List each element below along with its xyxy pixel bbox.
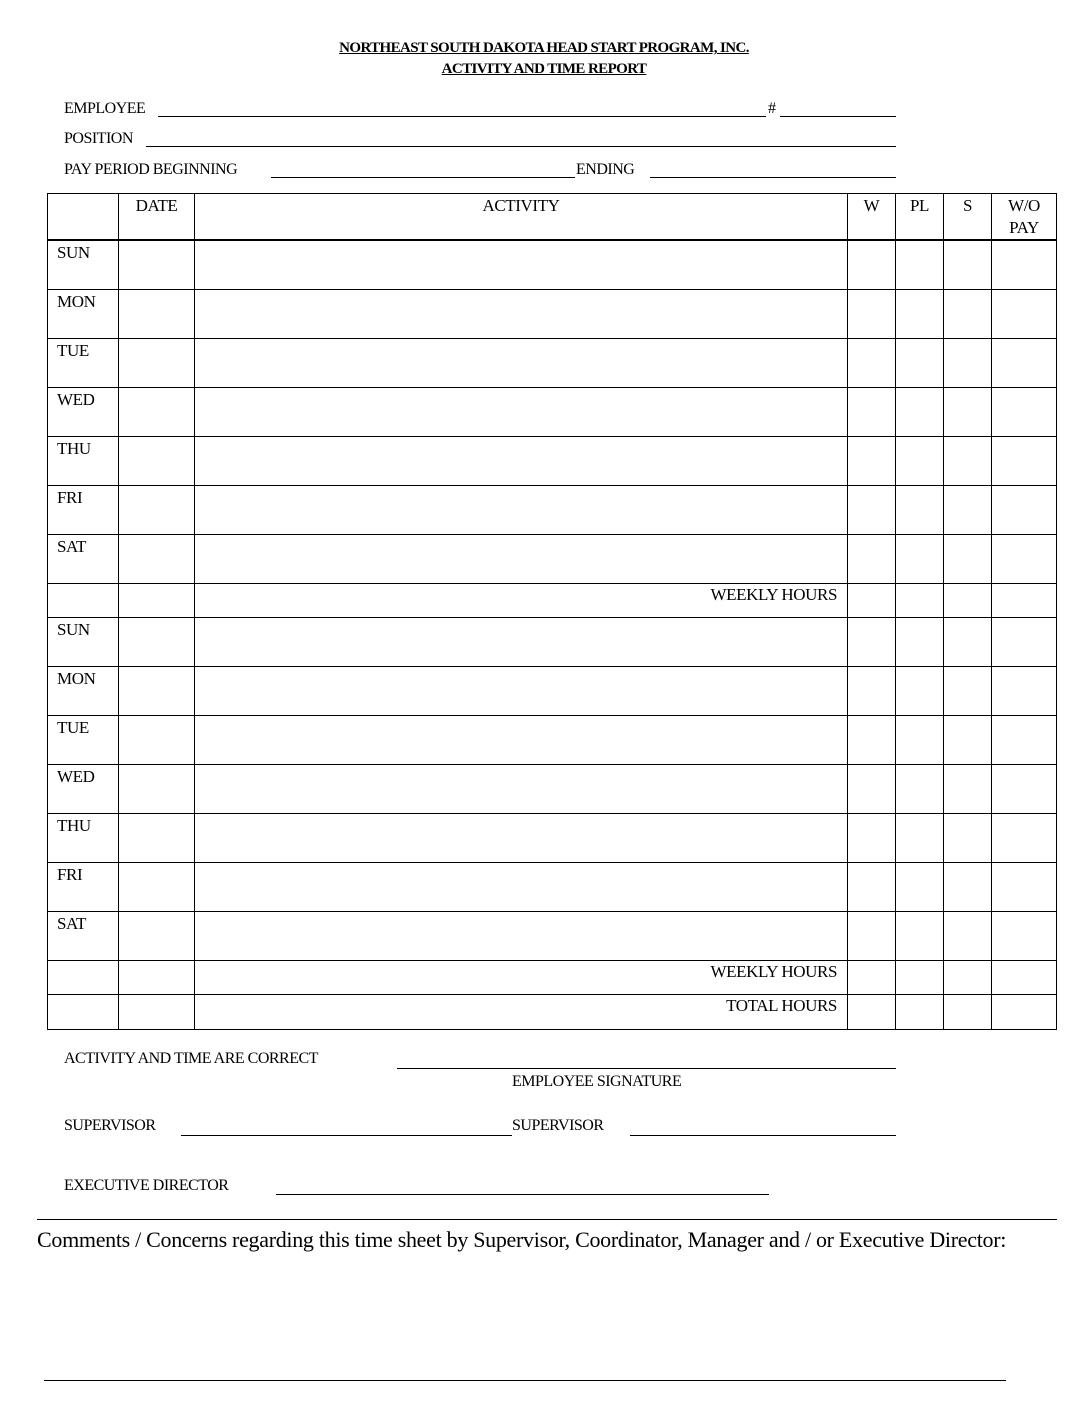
- wo-pay-cell[interactable]: [992, 534, 1057, 583]
- activity-cell: WEEKLY HOURS: [195, 583, 848, 617]
- date-cell[interactable]: [119, 715, 195, 764]
- day-cell: THU: [48, 436, 119, 485]
- day-cell: TUE: [48, 338, 119, 387]
- wo-pay-cell[interactable]: [992, 813, 1057, 862]
- activity-cell[interactable]: [195, 617, 848, 666]
- day-cell: MON: [48, 666, 119, 715]
- pl-cell[interactable]: [896, 666, 944, 715]
- executive-director-field[interactable]: [276, 1194, 769, 1195]
- activity-cell: WEEKLY HOURS: [195, 960, 848, 994]
- wo-pay-cell[interactable]: [992, 338, 1057, 387]
- day-row: [48, 338, 1057, 387]
- day-row: [48, 764, 1057, 813]
- s-cell[interactable]: [944, 387, 992, 436]
- wo-pay-cell[interactable]: [992, 583, 1057, 617]
- s-cell: S: [944, 194, 992, 241]
- wo-pay-cell[interactable]: [992, 436, 1057, 485]
- day-cell: WED: [48, 764, 119, 813]
- wo-pay-cell[interactable]: [992, 911, 1057, 960]
- total-hours-row: [48, 994, 1057, 1029]
- day-row: [48, 436, 1057, 485]
- supervisor-label-1: SUPERVISOR: [64, 1117, 156, 1134]
- pl-cell[interactable]: [896, 764, 944, 813]
- s-cell[interactable]: [944, 240, 992, 289]
- w-cell[interactable]: [848, 994, 896, 1029]
- wo-pay-cell[interactable]: [992, 994, 1057, 1029]
- wo-pay-cell: W/O PAY: [992, 194, 1057, 241]
- pay-period-beginning-label: PAY PERIOD BEGINNING: [64, 161, 238, 178]
- employee-label: EMPLOYEE: [64, 100, 146, 117]
- employee-signature-field[interactable]: [397, 1068, 896, 1069]
- wo-pay-cell[interactable]: [992, 764, 1057, 813]
- activity-cell: TOTAL HOURS: [195, 994, 848, 1029]
- s-cell[interactable]: [944, 862, 992, 911]
- day-cell: SAT: [48, 911, 119, 960]
- w-cell[interactable]: [848, 617, 896, 666]
- w-cell[interactable]: [848, 764, 896, 813]
- s-cell[interactable]: [944, 617, 992, 666]
- date-cell[interactable]: [119, 764, 195, 813]
- activity-cell[interactable]: [195, 338, 848, 387]
- day-row: [48, 617, 1057, 666]
- pl-cell[interactable]: [896, 289, 944, 338]
- w-cell[interactable]: [848, 715, 896, 764]
- day-row: [48, 813, 1057, 862]
- s-cell[interactable]: [944, 813, 992, 862]
- wo-pay-cell[interactable]: [992, 617, 1057, 666]
- date-cell[interactable]: [119, 862, 195, 911]
- activity-cell[interactable]: [195, 387, 848, 436]
- employee-field[interactable]: [158, 116, 766, 117]
- employee-signature-label: EMPLOYEE SIGNATURE: [512, 1073, 682, 1090]
- pl-cell[interactable]: [896, 583, 944, 617]
- supervisor-field-1[interactable]: [181, 1135, 512, 1136]
- pl-cell[interactable]: [896, 813, 944, 862]
- ending-field[interactable]: [650, 177, 896, 178]
- date-cell[interactable]: [119, 666, 195, 715]
- wo-pay-cell[interactable]: [992, 240, 1057, 289]
- pl-cell[interactable]: [896, 994, 944, 1029]
- w-cell[interactable]: [848, 338, 896, 387]
- wo-pay-cell[interactable]: [992, 666, 1057, 715]
- day-cell: SAT: [48, 534, 119, 583]
- pl-cell[interactable]: [896, 960, 944, 994]
- divider: [37, 1219, 1057, 1220]
- w-cell[interactable]: [848, 387, 896, 436]
- activity-cell[interactable]: [195, 485, 848, 534]
- date-cell[interactable]: [119, 911, 195, 960]
- w-cell[interactable]: [848, 583, 896, 617]
- activity-cell[interactable]: [195, 289, 848, 338]
- s-cell[interactable]: [944, 485, 992, 534]
- w-cell[interactable]: [848, 485, 896, 534]
- date-cell[interactable]: [119, 387, 195, 436]
- date-cell[interactable]: [119, 960, 195, 994]
- pl-cell[interactable]: [896, 911, 944, 960]
- employee-number-field[interactable]: [780, 116, 896, 117]
- time-table: [47, 193, 1057, 1030]
- w-cell[interactable]: [848, 436, 896, 485]
- date-cell[interactable]: [119, 813, 195, 862]
- activity-correct-label: ACTIVITY AND TIME ARE CORRECT: [64, 1050, 318, 1067]
- day-row: [48, 289, 1057, 338]
- pl-cell[interactable]: [896, 862, 944, 911]
- pl-cell[interactable]: [896, 485, 944, 534]
- activity-cell[interactable]: [195, 911, 848, 960]
- w-cell[interactable]: [848, 289, 896, 338]
- employee-number-label: #: [768, 100, 776, 117]
- activity-cell[interactable]: [195, 764, 848, 813]
- activity-cell[interactable]: [195, 534, 848, 583]
- ending-label: ENDING: [576, 161, 635, 178]
- day-row: [48, 240, 1057, 289]
- activity-cell[interactable]: [195, 666, 848, 715]
- day-cell: SUN: [48, 240, 119, 289]
- activity-cell[interactable]: [195, 715, 848, 764]
- day-row: [48, 485, 1057, 534]
- pl-cell[interactable]: [896, 617, 944, 666]
- pl-cell[interactable]: [896, 240, 944, 289]
- day-cell[interactable]: [48, 194, 119, 241]
- pl-cell[interactable]: [896, 436, 944, 485]
- w-cell[interactable]: [848, 666, 896, 715]
- header-row: [48, 194, 1057, 241]
- w-cell: W: [848, 194, 896, 241]
- weekly-hours-row: [48, 960, 1057, 994]
- day-row: [48, 911, 1057, 960]
- s-cell[interactable]: [944, 583, 992, 617]
- day-cell: WED: [48, 387, 119, 436]
- s-cell[interactable]: [944, 994, 992, 1029]
- position-label: POSITION: [64, 130, 133, 147]
- s-cell[interactable]: [944, 338, 992, 387]
- wo-pay-cell[interactable]: [992, 289, 1057, 338]
- day-cell: MON: [48, 289, 119, 338]
- pl-cell: PL: [896, 194, 944, 241]
- weekly-hours-row: [48, 583, 1057, 617]
- w-cell[interactable]: [848, 960, 896, 994]
- report-title: ACTIVITY AND TIME REPORT: [441, 61, 647, 77]
- date-cell[interactable]: [119, 436, 195, 485]
- day-cell: THU: [48, 813, 119, 862]
- wo-pay-cell[interactable]: [992, 862, 1057, 911]
- day-row: [48, 534, 1057, 583]
- pl-cell[interactable]: [896, 338, 944, 387]
- day-row: [48, 387, 1057, 436]
- day-cell[interactable]: [48, 583, 119, 617]
- date-cell: DATE: [119, 194, 195, 241]
- date-cell[interactable]: [119, 485, 195, 534]
- activity-cell[interactable]: [195, 240, 848, 289]
- wo-pay-cell[interactable]: [992, 485, 1057, 534]
- day-cell: FRI: [48, 485, 119, 534]
- wo-pay-cell[interactable]: [992, 387, 1057, 436]
- date-cell[interactable]: [119, 289, 195, 338]
- w-cell[interactable]: [848, 240, 896, 289]
- s-cell[interactable]: [944, 289, 992, 338]
- day-cell: SUN: [48, 617, 119, 666]
- supervisor-label-2: SUPERVISOR: [512, 1117, 604, 1134]
- activity-cell: ACTIVITY: [195, 194, 848, 241]
- activity-cell[interactable]: [195, 813, 848, 862]
- wo-pay-cell[interactable]: [992, 715, 1057, 764]
- date-cell[interactable]: [119, 338, 195, 387]
- day-cell: TUE: [48, 715, 119, 764]
- pl-cell[interactable]: [896, 387, 944, 436]
- activity-cell[interactable]: [195, 862, 848, 911]
- s-cell[interactable]: [944, 715, 992, 764]
- activity-cell[interactable]: [195, 436, 848, 485]
- comments-field[interactable]: [44, 1380, 1006, 1381]
- s-cell[interactable]: [944, 960, 992, 994]
- day-row: [48, 862, 1057, 911]
- w-cell[interactable]: [848, 911, 896, 960]
- date-cell[interactable]: [119, 994, 195, 1029]
- day-cell[interactable]: [48, 994, 119, 1029]
- supervisor-field-2[interactable]: [630, 1135, 896, 1136]
- s-cell[interactable]: [944, 911, 992, 960]
- s-cell[interactable]: [944, 666, 992, 715]
- wo-pay-cell[interactable]: [992, 960, 1057, 994]
- w-cell[interactable]: [848, 534, 896, 583]
- day-row: [48, 666, 1057, 715]
- w-cell[interactable]: [848, 862, 896, 911]
- comments-label: Comments / Concerns regarding this time sheet by Supervisor, Coordinator, Manager and / or Executive Director:: [37, 1227, 1007, 1252]
- w-cell[interactable]: [848, 813, 896, 862]
- position-field[interactable]: [146, 146, 896, 147]
- date-cell[interactable]: [119, 534, 195, 583]
- date-cell[interactable]: [119, 240, 195, 289]
- pay-period-beginning-field[interactable]: [271, 177, 575, 178]
- date-cell[interactable]: [119, 583, 195, 617]
- pl-cell[interactable]: [896, 715, 944, 764]
- day-cell: FRI: [48, 862, 119, 911]
- day-row: [48, 715, 1057, 764]
- date-cell[interactable]: [119, 617, 195, 666]
- org-title: NORTHEAST SOUTH DAKOTA HEAD START PROGRAM, INC.: [339, 40, 749, 56]
- day-cell[interactable]: [48, 960, 119, 994]
- executive-director-label: EXECUTIVE DIRECTOR: [64, 1177, 229, 1194]
- s-cell[interactable]: [944, 436, 992, 485]
- pl-cell[interactable]: [896, 534, 944, 583]
- s-cell[interactable]: [944, 764, 992, 813]
- s-cell[interactable]: [944, 534, 992, 583]
